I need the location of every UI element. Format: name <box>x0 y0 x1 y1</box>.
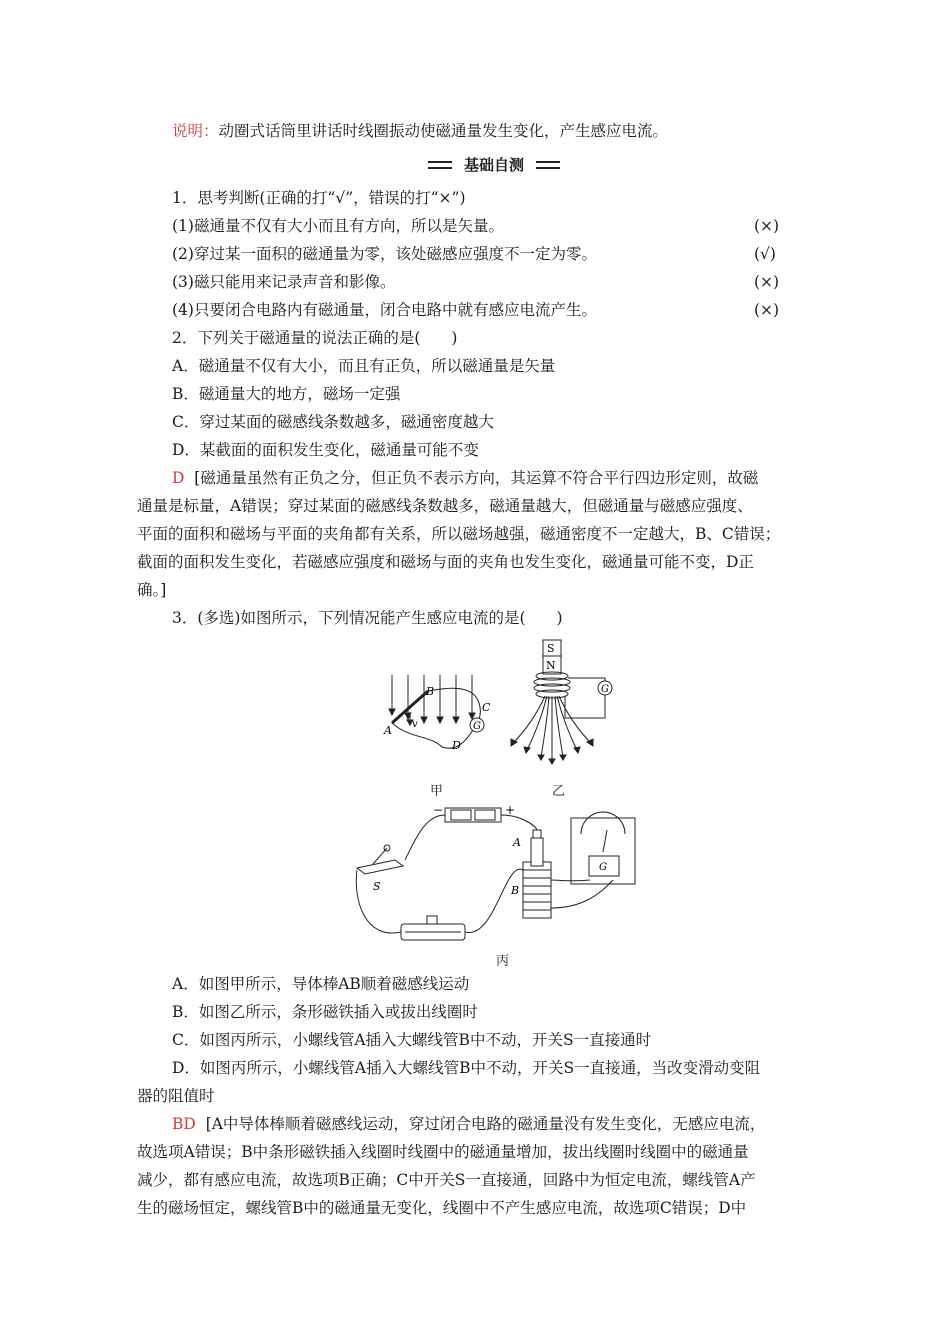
note-text: 动圈式话筒里讲话时线圈振动使磁通量发生变化，产生感应电流。 <box>218 122 669 140</box>
fig-label-bing: 丙 <box>496 954 510 969</box>
fig-jia-label-a: A <box>384 724 392 737</box>
q2-option-a: A．磁通量不仅有大小，而且有正负，所以磁通量是矢量 <box>172 357 556 375</box>
q2-explain-4: 截面的面积发生变化，若磁感应强度和磁场与面的夹角也发生变化，磁通量可能不变，D正 <box>137 553 754 571</box>
q2-explain-1: D [磁通量虽然有正负之分，但正负不表示方向，其运算不符合平行四边形定则，故磁 <box>172 469 759 487</box>
q1-item-4: (4)只要闭合电路内有磁通量，闭合电路中就有感应电流产生。 <box>172 301 597 319</box>
q3-explain-4: 生的磁场恒定，螺线管B中的磁通量无变化，线圈中不产生感应电流，故选项C错误；D中 <box>137 1199 747 1217</box>
note <box>172 120 668 142</box>
fig-bing-label-s: S <box>373 880 381 893</box>
fig-bing-label-b: B <box>511 884 520 897</box>
fig-jia-label-v: v <box>412 719 418 730</box>
q3-option-a: A．如图甲所示，导体棒AB顺着磁感线运动 <box>172 975 470 993</box>
q2-explain-2: 通量是标量，A错误；穿过某面的磁感线条数越多，磁通量越大，但磁通量与磁感应强度、 <box>137 497 753 515</box>
q2-option-b: B．磁通量大的地方，磁场一定强 <box>172 385 401 403</box>
q1-stem: 1．思考判断(正确的打“√”，错误的打“×”) <box>172 189 466 207</box>
fig-yi-label-s: S <box>547 642 555 655</box>
q2-option-d: D．某截面的面积发生变化，磁通量可能不变 <box>172 441 479 459</box>
q3-option-c: C．如图丙所示，小螺线管A插入大螺线管B中不动，开关S一直接通时 <box>172 1031 652 1049</box>
q3-explain-1: BD [A中导体棒顺着磁感线运动，穿过闭合电路的磁通量没有发生变化，无感应电流， <box>172 1115 766 1133</box>
fig-label-yi: 乙 <box>552 784 566 799</box>
q3-stem: 3．(多选)如图所示，下列情况能产生感应电流的是( ) <box>172 609 563 627</box>
q1-mark-4: (×) <box>754 301 780 319</box>
q1-mark-1: (×) <box>754 217 780 235</box>
fig-yi-galvanometer: G <box>601 684 609 695</box>
q2-explain-5: 确。] <box>137 581 167 599</box>
q3-explain-3: 减少，都有感应电流，故选项B正确；C中开关S一直接通，回路中为恒定电流，螺线管A产 <box>137 1171 756 1189</box>
fig-jia-galvanometer: G <box>473 721 481 732</box>
fig-bing-label-plus: + <box>505 803 516 817</box>
section-banner <box>428 153 560 177</box>
q1-mark-3: (×) <box>754 273 780 291</box>
fig-label-jia: 甲 <box>430 784 444 799</box>
fig-jia-label-c: C <box>482 701 491 714</box>
q1-item-2: (2)穿过某一面积的磁通量为零，该处磁感应强度不一定为零。 <box>172 245 597 263</box>
note-label: 说明： <box>172 122 219 140</box>
fig-jia-label-b: B <box>426 685 435 698</box>
figure-yi <box>505 638 625 768</box>
q2-stem: 2．下列关于磁通量的说法正确的是( ) <box>172 329 458 347</box>
q2-answer: D <box>172 469 185 487</box>
fig-yi-label-n: N <box>546 659 556 672</box>
fig-bing-galvanometer: G <box>599 862 607 873</box>
section-title: 基础自测 <box>452 153 536 177</box>
q1-item-3: (3)磁只能用来记录声音和影像。 <box>172 273 396 291</box>
q3-answer: BD <box>172 1115 196 1133</box>
q1-mark-2: (√) <box>754 245 776 263</box>
fig-jia-label-d: D <box>452 739 461 752</box>
q3-option-d: D．如图丙所示，小螺线管A插入大螺线管B中不动，开关S一直接通，当改变滑动变阻 <box>172 1059 761 1077</box>
q2-option-c: C．穿过某面的磁感线条数越多，磁通密度越大 <box>172 413 494 431</box>
q2-explain-3: 平面的面积和磁场与平面的夹角都有关系，所以磁场越强，磁通密度不一定越大，B、C错误； <box>137 525 781 543</box>
fig-bing-label-a: A <box>513 836 521 849</box>
fig-bing-label-minus: − <box>433 803 444 817</box>
figure-jia <box>380 665 500 755</box>
q1-item-1: (1)磁通量不仅有大小而且有方向，所以是矢量。 <box>172 217 504 235</box>
q3-explain-2: 故选项A错误；B中条形磁铁插入线圈时线圈中的磁通量增加，拔出线圈时线圈中的磁通量 <box>137 1143 749 1161</box>
q3-option-b: B．如图乙所示，条形磁铁插入或拔出线圈时 <box>172 1003 478 1021</box>
figure-bing <box>345 800 645 958</box>
q3-option-d-cont: 器的阻值时 <box>137 1087 215 1105</box>
